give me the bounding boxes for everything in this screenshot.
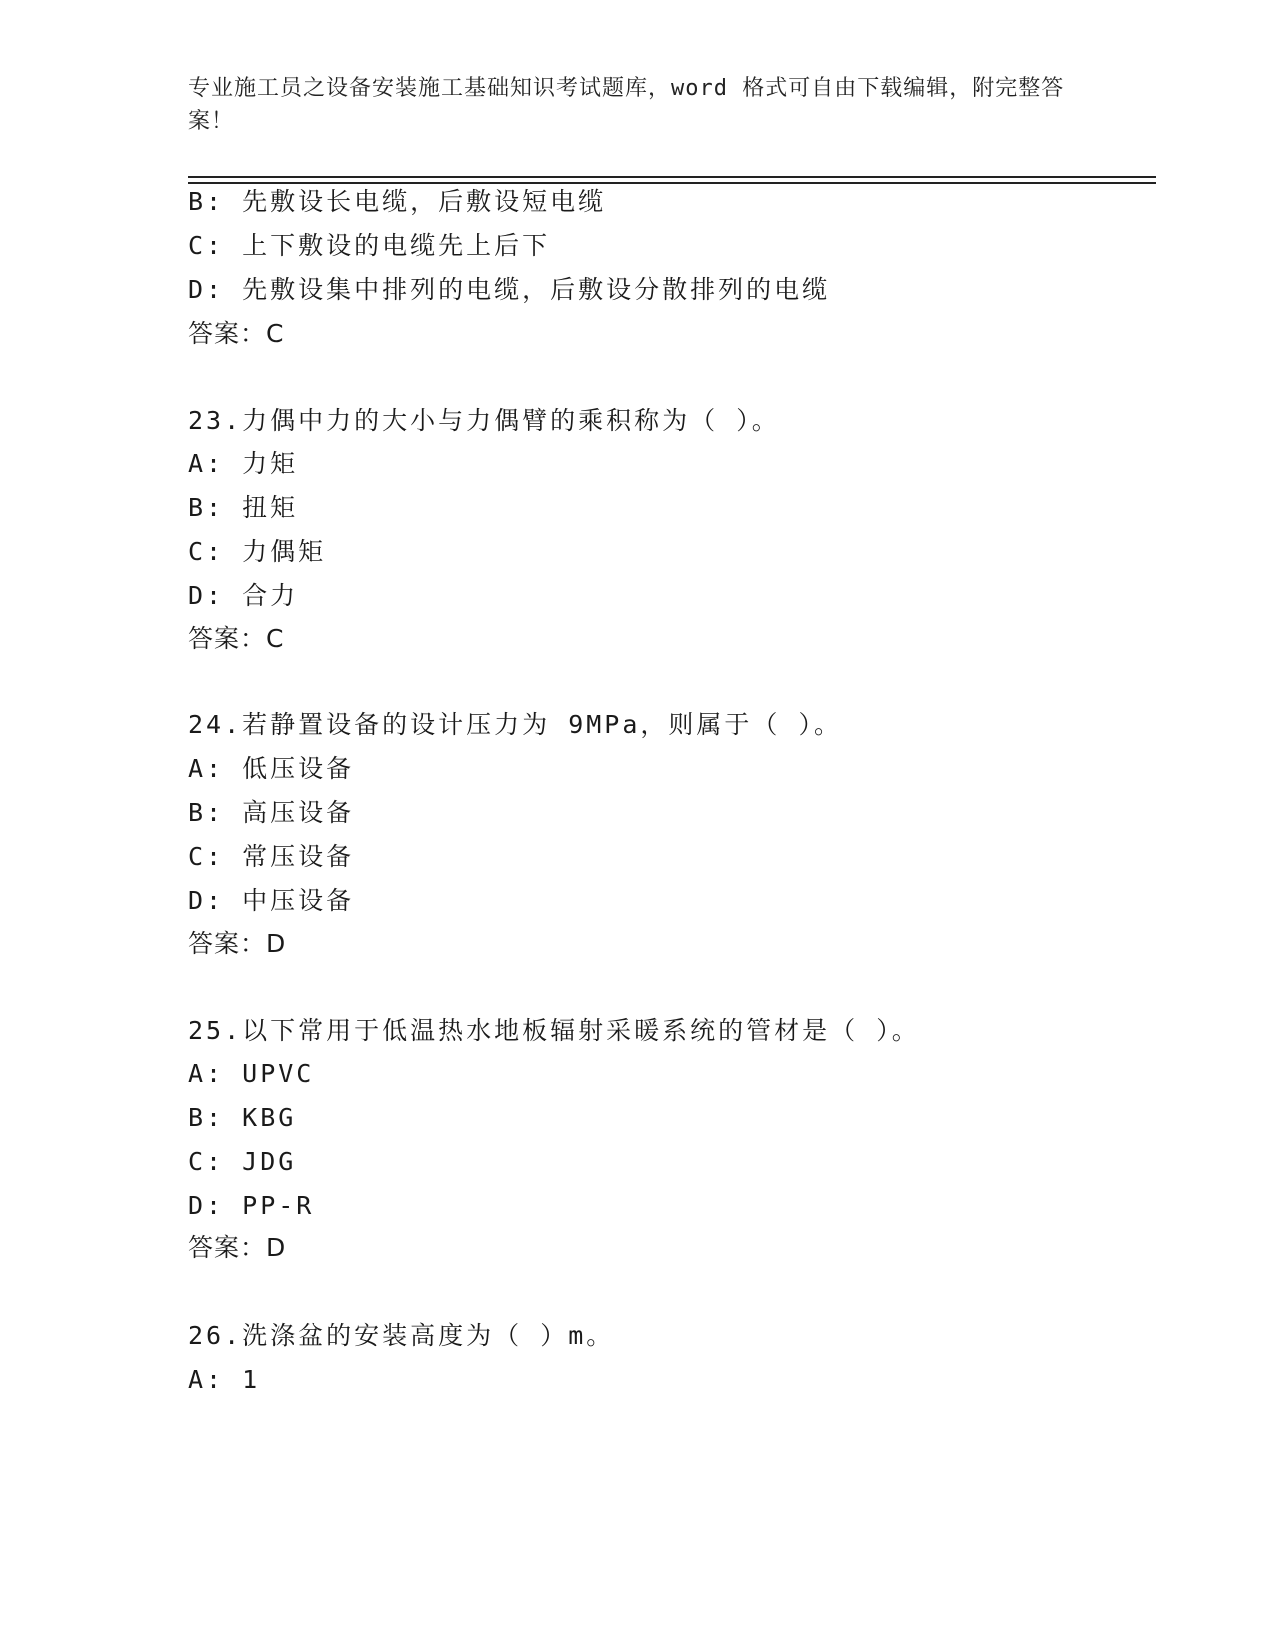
q22-answer: 答案：C bbox=[188, 319, 285, 348]
q25-answer: 答案：D bbox=[188, 1233, 287, 1262]
q24-option-c: C: 常压设备 bbox=[188, 842, 355, 871]
q24-option-a: A: 低压设备 bbox=[188, 754, 355, 783]
q26-question: 26.洗涤盆的安装高度为（ ）m。 bbox=[188, 1321, 615, 1350]
q23-option-b: B: 扭矩 bbox=[188, 493, 299, 522]
q25-option-d: D: PP-R bbox=[188, 1191, 315, 1220]
q24-option-b: B: 高压设备 bbox=[188, 798, 355, 827]
q22-option-b: B: 先敷设长电缆，后敷设短电缆 bbox=[188, 187, 607, 216]
q23-question: 23.力偶中力的大小与力偶臂的乘积称为（ ）。 bbox=[188, 406, 780, 435]
document-header: 专业施工员之设备安装施工基础知识考试题库，word 格式可自由下载编辑，附完整答案！ bbox=[188, 76, 1065, 134]
q25-question: 25.以下常用于低温热水地板辐射采暖系统的管材是（ ）。 bbox=[188, 1016, 920, 1045]
q24-question: 24.若静置设备的设计压力为 9MPa，则属于（ ）。 bbox=[188, 710, 842, 739]
q23-option-c: C: 力偶矩 bbox=[188, 537, 327, 566]
header-rule-top bbox=[188, 176, 1156, 178]
q25-option-c: C: JDG bbox=[188, 1147, 297, 1176]
q24-option-d: D: 中压设备 bbox=[188, 886, 355, 915]
q23-answer: 答案：C bbox=[188, 624, 285, 653]
q23-option-d: D: 合力 bbox=[188, 581, 299, 610]
q26-option-a: A: 1 bbox=[188, 1365, 261, 1394]
q22-option-d: D: 先敷设集中排列的电缆，后敷设分散排列的电缆 bbox=[188, 275, 831, 304]
q22-option-c: C: 上下敷设的电缆先上后下 bbox=[188, 231, 551, 260]
header-rule-bottom bbox=[188, 182, 1156, 184]
q25-option-a: A: UPVC bbox=[188, 1059, 315, 1088]
q25-option-b: B: KBG bbox=[188, 1103, 297, 1132]
q24-answer: 答案：D bbox=[188, 929, 287, 958]
q23-option-a: A: 力矩 bbox=[188, 449, 299, 478]
